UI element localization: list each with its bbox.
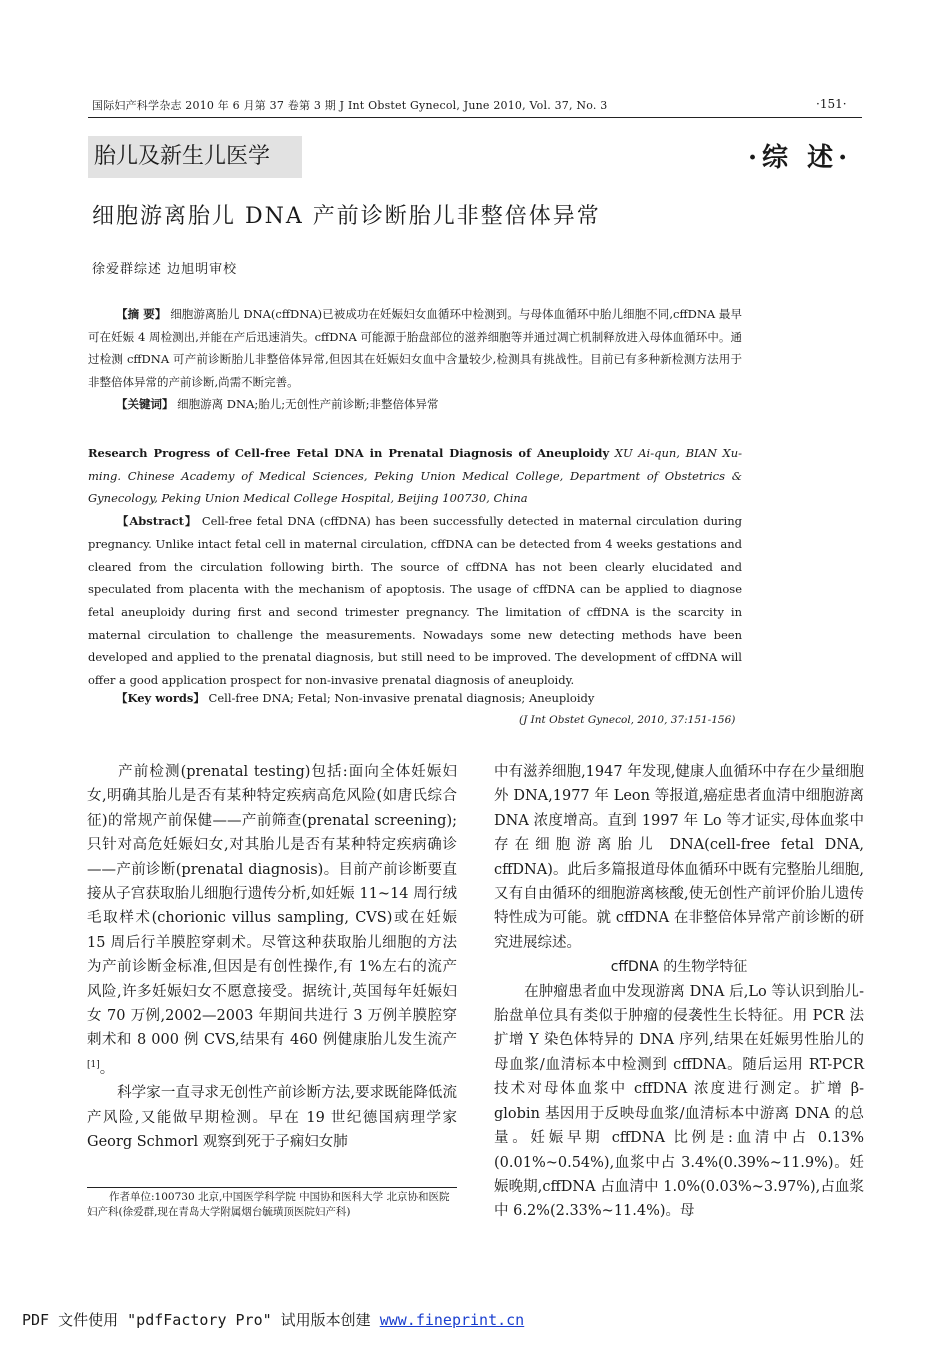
body-right-column [494, 760, 864, 1224]
keywords-cn-text: 细胞游离 DNA;胎儿;无创性产前诊断;非整倍体异常 [177, 397, 439, 411]
english-title: Research Progress of Cell-free Fetal DNA in Prenatal Diagnosis of Aneuploidy [88, 446, 610, 460]
keywords-en-label: 【Key words】 [116, 691, 205, 705]
abstract-cn [88, 303, 742, 393]
body-text: 科学家一直寻求无创性产前诊断方法,要求既能降低流产风险,又能做早期检测。早在 19 世纪德国病理学家 Georg Schmorl 观察到死于子痫妇女肺 [87, 1085, 457, 1150]
body-text: 。 [99, 1060, 115, 1077]
body-paragraph [494, 760, 864, 955]
body-left-column [87, 760, 457, 1154]
body-text: 产前检测(prenatal testing)包括:面向全体妊娠妇女,明确其胎儿是否有某种特定疾病高危风险(如唐氏综合征)的常规产前保健——产前筛查(prenatal screening);只针对高危妊娠妇女,对其胎儿是否有某种特定疾病确诊——产前诊断(prenatal diagnosis)。目前产前诊断要直接从子宫获取胎儿细胞行遗传分析,如妊娠 11~14 周行绒毛取样术(chorionic villus sampling, CVS)或在妊娠 15 周后行羊膜腔穿刺术。尽管这种获取胎儿细胞的方法为产前诊断金标准,但因是有创性操作,有 1%左右的流产风险,许多妊娠妇女不愿意接受。据统计,英国每年妊娠妇女 70 万例,2002—2003 年期间共进行 3 万例羊膜腔穿刺术和 8 000 例 CVS,结果有 460 例健康胎儿发生流产 [87, 764, 457, 1049]
abstract-cn-label: 【摘 要】 [116, 307, 167, 321]
pdf-creator-footer [22, 1309, 524, 1330]
keywords-cn-label: 【关键词】 [116, 397, 174, 411]
abstract-cn-text: 细胞游离胎儿 DNA(cffDNA)已被成功在妊娠妇女血循环中检测到。与母体血循环中胎儿细胞不同,cffDNA 最早可在妊娠 4 周检测出,并能在产后迅速消失。cffDNA 可能源于胎盘部位的滋养细胞等并通过凋亡机制释放进入母体血循环中。通过检测 cffDNA 可产前诊断胎儿非整倍体异常,但因其在妊娠妇女血中含量较少,检测具有挑战性。目前已有多种新检测方法用于非整倍体异常的产前诊断,尚需不断完善。 [88, 307, 743, 389]
keywords-en-text: Cell-free DNA; Fetal; Non-invasive prenatal diagnosis; Aneuploidy [208, 691, 595, 705]
citation: (J Int Obstet Gynecol, 2010, 37:151-156) [519, 714, 736, 726]
pdf-footer-text: PDF 文件使用 "pdfFactory Pro" 试用版本创建 [22, 1311, 380, 1329]
body-text: 中有滋养细胞,1947 年发现,健康人血循环中存在少量细胞外 DNA,1977 年 Leon 等报道,癌症患者血清中细胞游离 DNA 浓度增高。直到 1997 年 Lo 等才证实,母体血浆中存在细胞游离胎儿 DNA(cell-free fetal DNA, cffDNA)。此后多篇报道母体血循环中既有完整胎儿细胞,又有自由循环的细胞游离核酸,使无创性产前评价胎儿遗传特性成为可能。就 cffDNA 在非整倍体异常产前诊断的研究进展综述。 [494, 764, 864, 951]
header-divider [88, 117, 862, 118]
footnote-divider [87, 1187, 457, 1188]
english-abstract-block [88, 442, 742, 692]
reference-mark[interactable]: [1] [87, 1059, 100, 1070]
page-number: ·151· [816, 97, 847, 111]
pdf-footer-link[interactable]: www.fineprint.cn [379, 1311, 525, 1329]
english-affiliation: Chinese Academy of Medical Sciences, Peking Union Medical College, Department of Obstetrics & Gynecology, Peking Union Medical College Hospital, Beijing 100730, China [88, 468, 742, 506]
body-paragraph [494, 980, 864, 1224]
author-affiliation-footnote: 作者单位:100730 北京,中国医学科学院 中国协和医科大学 北京协和医院妇产科(徐爱群,现在青岛大学附属烟台毓璜顶医院妇产科) [87, 1191, 450, 1218]
keywords-en [116, 690, 594, 706]
keywords-cn [116, 396, 439, 412]
english-abstract-text: Cell-free fetal DNA (cffDNA) has been successfully detected in maternal circulation during pregnancy. Unlike intact fetal cell in maternal circulation, cffDNA can be detected from 4 weeks gestations and cleared from the circulation following birth. The source of cffDNA has not been clearly elucidated and speculated from placenta with the mechanism of apoptosis. The usage of cffDNA can be applied to diagnose fetal aneuploidy during first and second trimester pregnancy. The limitation of cffDNA is the scarcity in maternal circulation to challenge the measurements. Nowadays some new detecting methods have been developed and applied to the prenatal diagnosis, but still need to be improved. The development of cffDNA will offer a good application prospect for non-invasive prenatal diagnosis of aneuploidy. [88, 514, 742, 688]
article-title-cn: 细胞游离胎儿 DNA 产前诊断胎儿非整倍体异常 [92, 204, 601, 229]
english-authors: XU Ai-qun, BIAN Xu-ming. [88, 446, 743, 483]
section-label: 胎儿及新生儿医学 [88, 136, 302, 178]
body-paragraph [87, 1081, 457, 1154]
english-abstract-label: 【Abstract】 [116, 514, 198, 529]
section-subheading: cffDNA 的生物学特征 [610, 959, 748, 976]
journal-header: 国际妇产科学杂志 2010 年 6 月第 37 卷第 3 期 J Int Obstet Gynecol, June 2010, Vol. 37, No. 3 [92, 99, 608, 112]
body-text: 在肿瘤患者血中发现游离 DNA 后,Lo 等认识到胎儿-胎盘单位具有类似于肿瘤的侵袭性生长特征。用 PCR 法扩增 Y 染色体特异的 DNA 序列,结果在妊娠男性胎儿的母血浆/血清标本中检测到 cffDNA。随后运用 RT-PCR 技术对母体血浆中 cffDNA 浓度进行测定。扩增 β-globin 基因用于反映母血浆/血清标本中游离 DNA 的总量。妊娠早期 cffDNA 比例是:血清中占 0.13%(0.01%~0.54%),血浆中占 3.4%(0.39%~11.9%)。妊娠晚期,cffDNA 占血清中 1.0%(0.03%~3.97%),占血浆中 6.2%(2.33%~11.4%)。母 [494, 983, 864, 1220]
article-authors-cn: 徐爱群综述 边旭明审校 [92, 262, 238, 277]
article-type-label: ·综 述· [748, 143, 853, 173]
body-paragraph [87, 760, 457, 1081]
